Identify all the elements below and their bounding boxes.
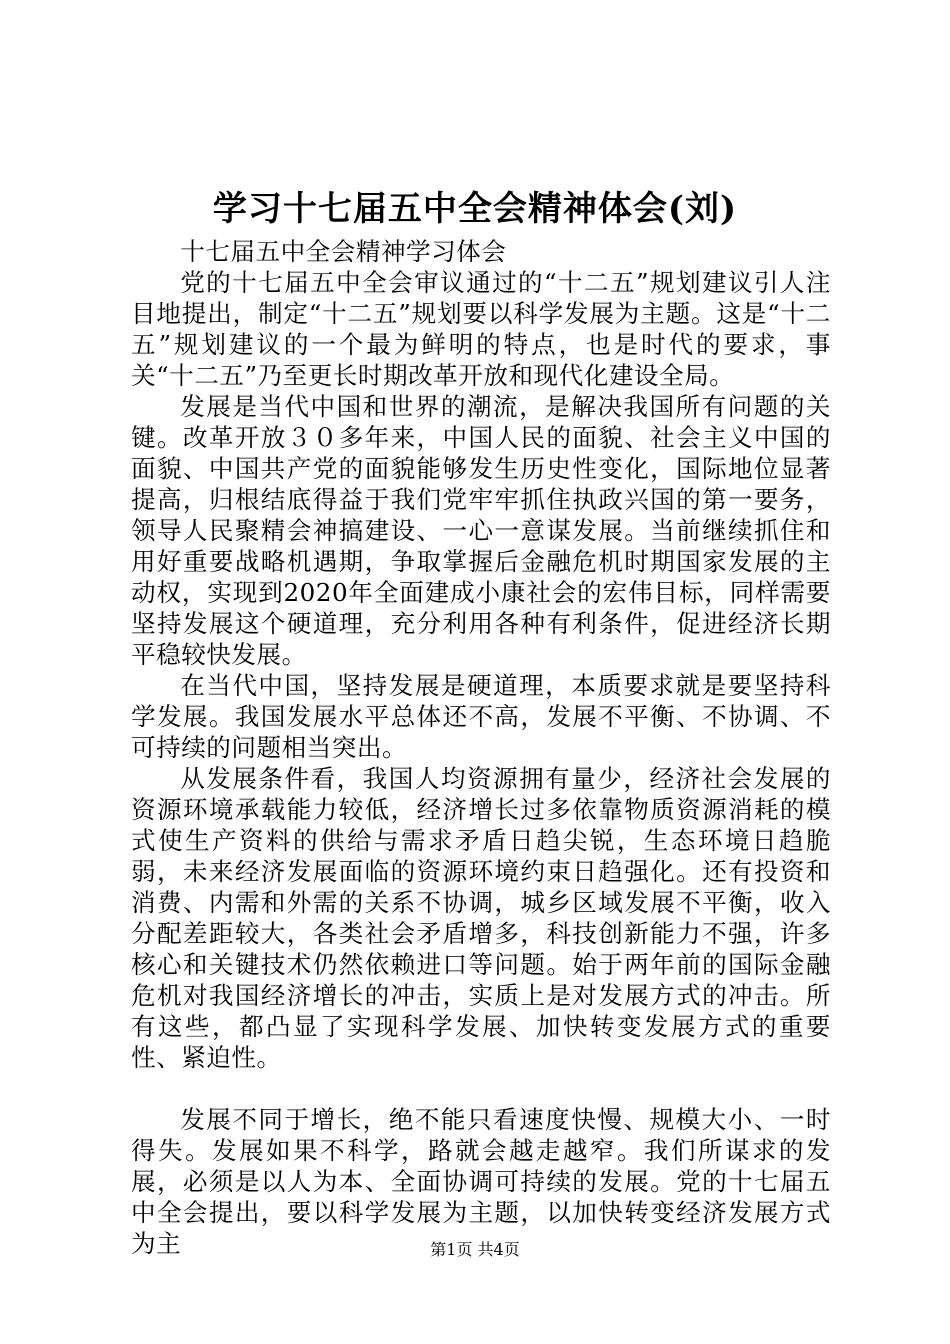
document-title: 学习十七届五中全会精神体会(刘): [212, 189, 738, 229]
paragraph-2: 发展是当代中国和世界的潮流，是解决我国所有问题的关键。改革开放３０多年来，中国人民的面貌、社会主义中国的面貌、中国共产党的面貌能够发生历史性变化，国际地位显著提高，归根结底得益于我们党牢牢抓住执政兴国的第一要务，领导人民聚精会神搞建设、一心一意谋发展。当前继续抓住和用好重要战略机遇期，争取掌握后金融危机时期国家发展的主动权，实现到2020年全面建成小康社会的宏伟目标，同样需要坚持发展这个硬道理，充分利用各种有利条件，促进经济长期平稳较快发展。: [131, 392, 831, 669]
paragraph-subtitle: 十七届五中全会精神学习体会: [180, 237, 507, 266]
paragraph-1: 党的十七届五中全会审议通过的“十二五”规划建议引人注目地提出，制定“十二五”规划要以科学发展为主题。这是“十二五”规划建议的一个最为鲜明的特点，也是时代的要求，事关“十二五”乃至更长时期改革开放和现代化建设全局。: [131, 268, 831, 390]
document-body: [131, 236, 831, 1259]
page-number-footer: 第1页 共4页: [430, 1240, 520, 1259]
paragraph-3: 在当代中国，坚持发展是硬道理，本质要求就是要坚持科学发展。我国发展水平总体还不高，发展不平衡、不协调、不可持续的问题相当突出。: [131, 671, 831, 762]
paragraph-5: 发展不同于增长，绝不能只看速度快慢、规模大小、一时得失。发展如果不科学，路就会越走越窄。我们所谋求的发展，必须是以人为本、全面协调可持续的发展。党的十七届五中全会提出，要以科学发展为主题，以加快转变经济发展方式为主: [131, 1105, 831, 1258]
paragraph-4: 从发展条件看，我国人均资源拥有量少，经济社会发展的资源环境承载能力较低，经济增长过多依靠物质资源消耗的模式使生产资料的供给与需求矛盾日趋尖锐，生态环境日趋脆弱，未来经济发展面临的资源环境约束日趋强化。还有投资和消费、内需和外需的关系不协调，城乡区域发展不平衡，收入分配差距较大，各类社会矛盾增多，科技创新能力不强，许多核心和关键技术仍然依赖进口等问题。始于两年前的国际金融危机对我国经济增长的冲击，实质上是对发展方式的冲击。所有这些，都凸显了实现科学发展、加快转变发展方式的重要性、紧迫性。: [131, 764, 831, 1072]
